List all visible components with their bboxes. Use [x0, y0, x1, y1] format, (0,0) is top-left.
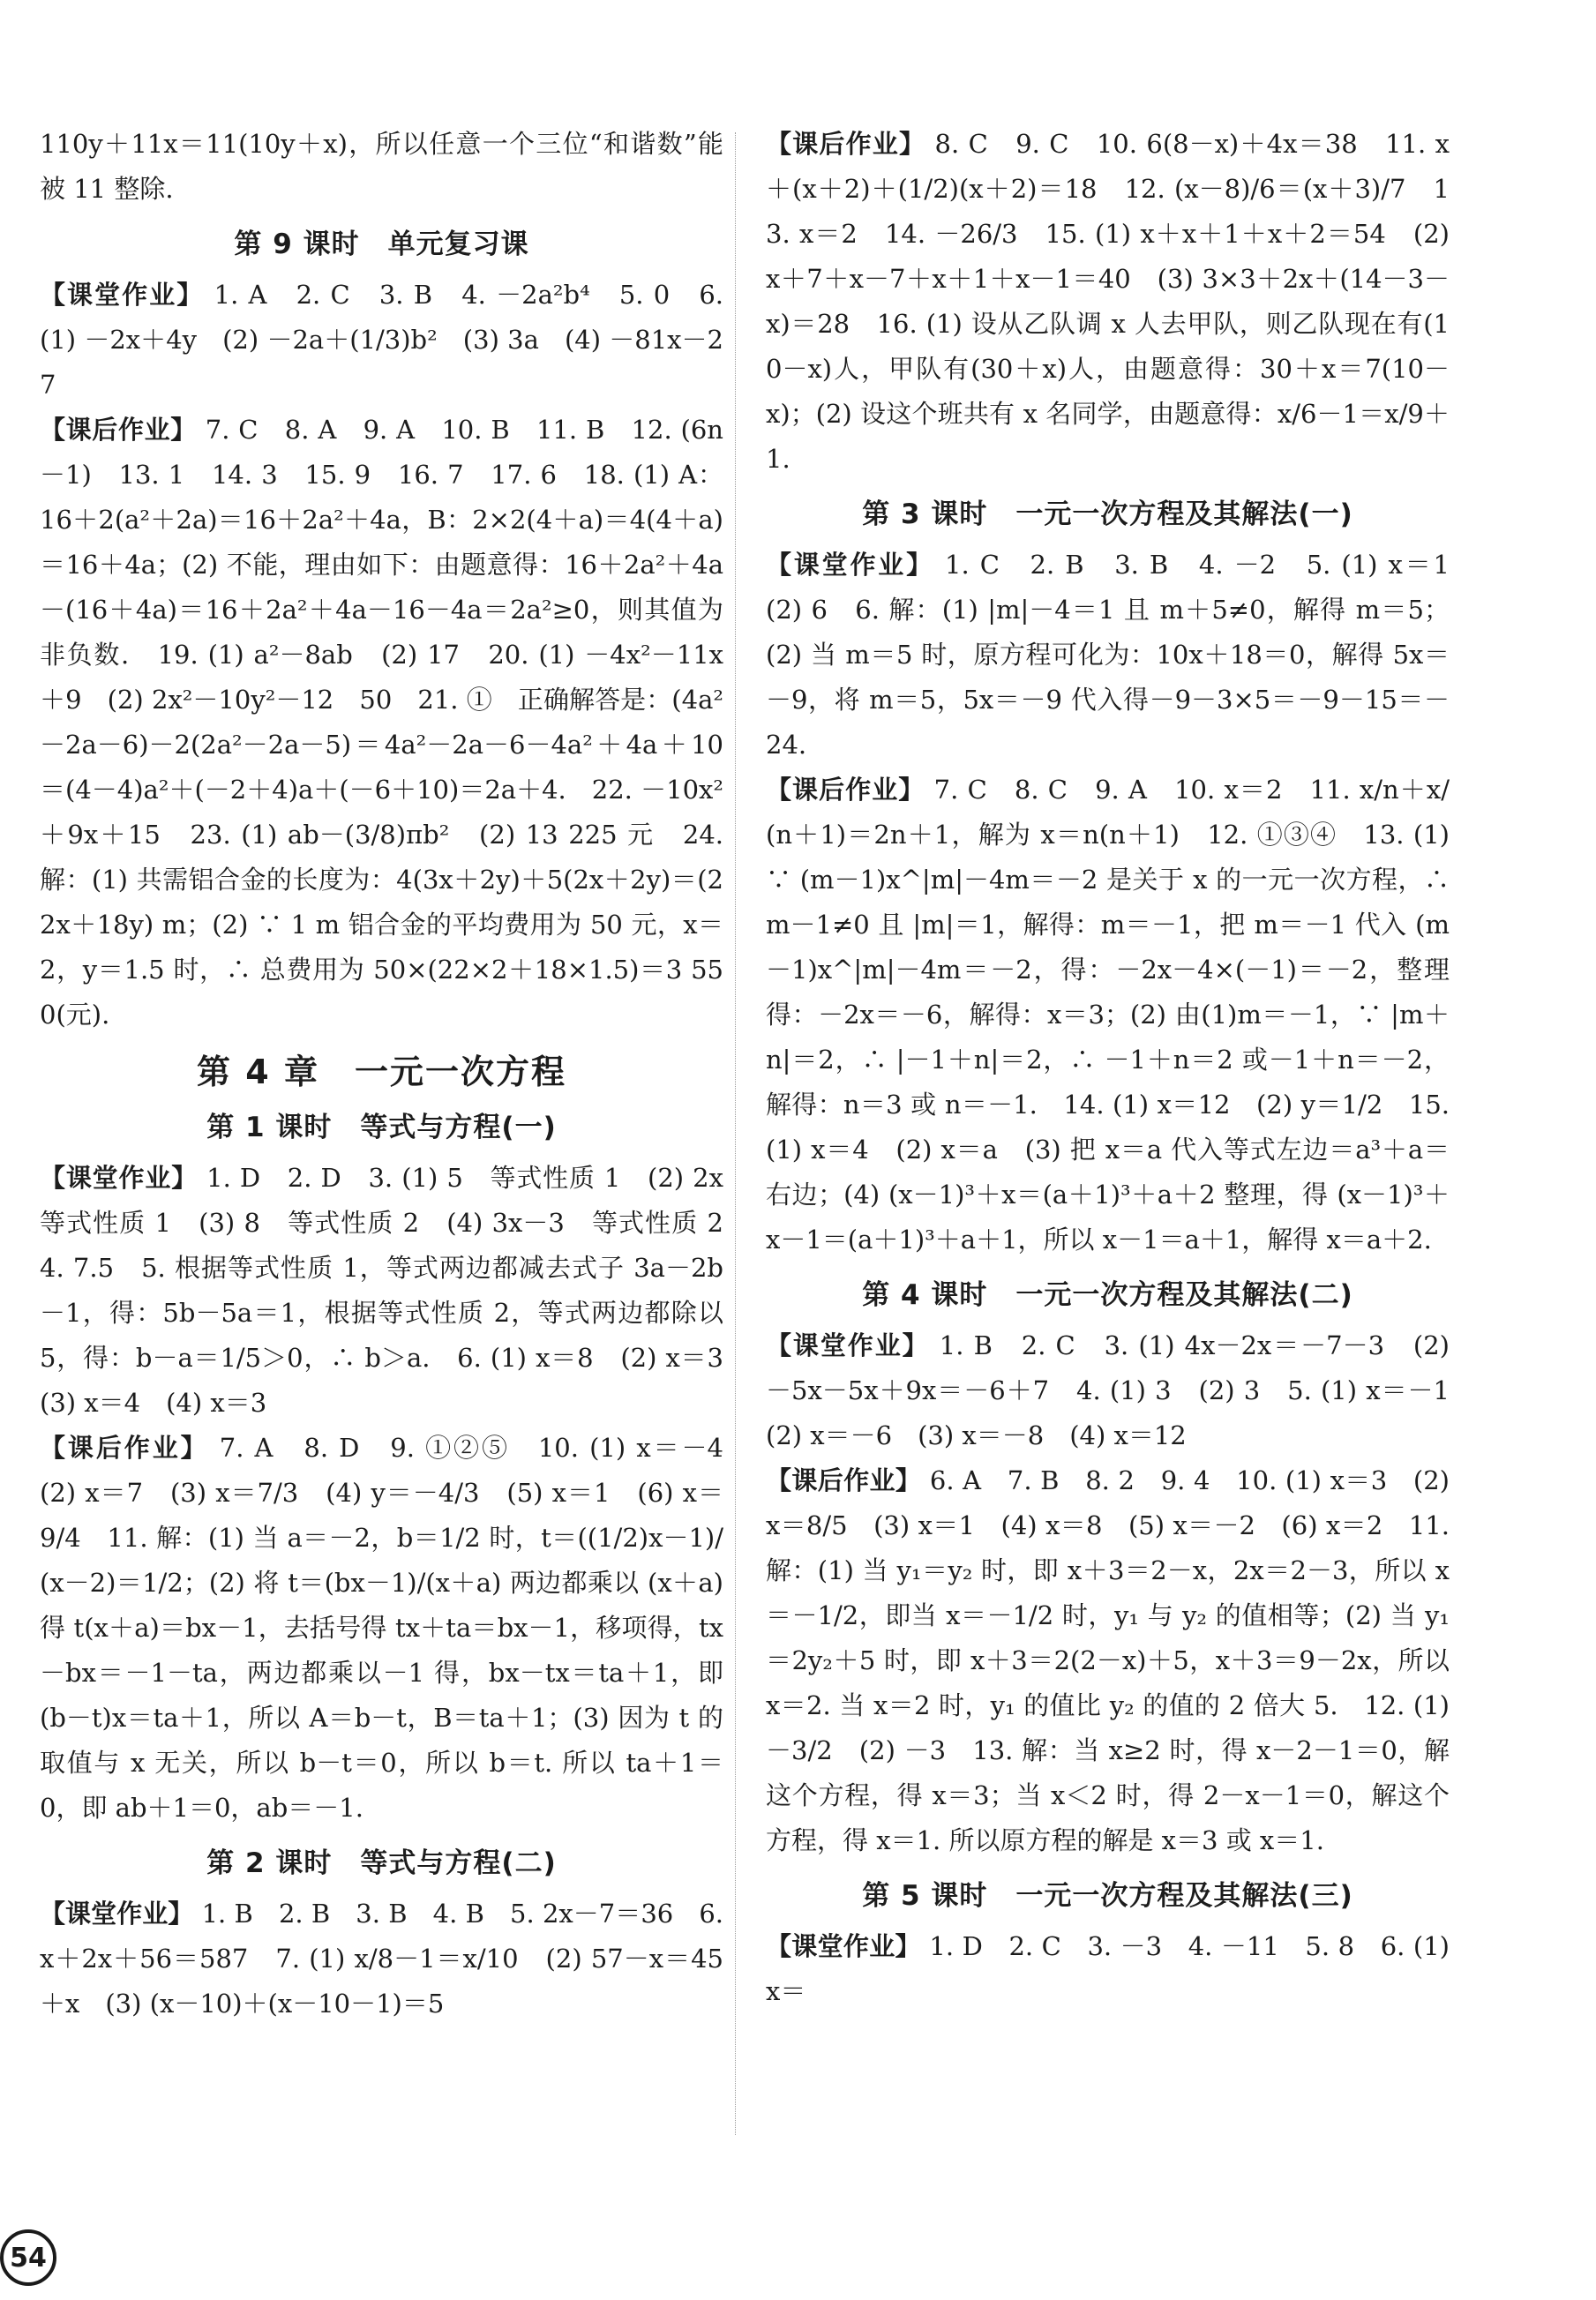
answer-text: 7. C 8. C 9. A 10. x＝2 11. x/n＋x/(n＋1)＝2n＋1，解为 x＝n(n＋1) 12. ①③④ 13. (1) ∵ (m－1)x^|m|－4m＝－2 是关于 x 的一元一次方程，∴ m－1≠0 且 |m|＝1，解得：m＝－1，把 m＝－1 代入 (m－1)x^|m|－4m＝－2，得：－2x－4×(－1)＝－2，整理得：－2x＝－6，解得：x＝3；(2) 由(1)m＝－1，∵ |m＋n|＝2，∴ |－1＋n|＝2，∴ －1＋n＝2 或－1＋n＝－2，解得：n＝3 或 n＝－1. 14. (1) x＝12 (2) y＝1/2 15. (1) x＝4 (2) x＝a (3) 把 x＝a 代入等式左边＝a³＋a＝右边；(4) (x－1)³＋x＝(a＋1)³＋a＋2 整理，得 (x－1)³＋x－1＝(a＋1)³＋a＋1，所以 x－1＝a＋1，解得 x＝a＋2.	[766, 775, 1450, 1255]
section-tag: 【课堂作业】	[766, 1931, 921, 1961]
section-tag: 【课堂作业】	[40, 1163, 199, 1193]
answer-paragraph	[40, 273, 723, 408]
answer-paragraph	[40, 1156, 750, 1426]
lesson-heading: 第 1 课时 等式与方程(一)	[206, 1112, 557, 1143]
section-tag: 【课堂作业】	[40, 280, 205, 310]
answer-paragraph	[766, 1323, 1476, 1458]
left-column	[40, 122, 750, 2027]
section-tag: 【课后作业】	[766, 1465, 922, 1495]
answer-paragraph	[766, 1458, 1450, 1863]
answer-paragraph	[40, 408, 723, 1038]
answer-text: 7. C 8. A 9. A 10. B 11. B 12. (6n－1) 13. 1 14. 3 15. 9 16. 7 17. 6 18. (1) A：16＋2(a²＋2a)＝16＋2a²＋4a，B：2×2(4＋a)＝4(4＋a)＝16＋4a；(2) 不能，理由如下：由题意得：16＋2a²＋4a－(16＋4a)＝16＋2a²＋4a－16－4a＝2a²≥0，则其值为非负数. 19. (1) a²－8ab (2) 17 20. (1) －4x²－11x＋9 (2) 2x²－10y²－12 50 21. ① 正确解答是：(4a²－2a－6)－2(2a²－2a－5)＝4a²－2a－6－4a²＋4a＋10＝(4－4)a²＋(－2＋4)a＋(－6＋10)＝2a＋4. 22. －10x²＋9x＋15 23. (1) ab－(3/8)πb² (2) 13 225 元 24. 解：(1) 共需铝合金的长度为：4(3x＋2y)＋5(2x＋2y)＝(22x＋18y) m；(2) ∵ 1 m 铝合金的平均费用为 50 元，x＝2，y＝1.5 时，∴ 总费用为 50×(22×2＋18×1.5)＝3 550(元).	[40, 415, 723, 1030]
page-number: 54	[10, 2242, 47, 2274]
answer-text: 1. B 2. C 3. (1) 4x－2x＝－7－3 (2) －5x－5x＋9x＝－6＋7 4. (1) 3 (2) 3 5. (1) x＝－1 (2) x＝－6 (3) x＝－8 (4) x＝12	[766, 1330, 1476, 1450]
answer-text: 1. A 2. C 3. B 4. －2a²b⁴ 5. 0 6. (1) －2x＋4y (2) －2a＋(1/3)b² (3) 3a (4) －81x－27	[40, 280, 723, 400]
answer-text: 1. D 2. D 3. (1) 5 等式性质 1 (2) 2x 等式性质 1 (3) 8 等式性质 2 (4) 3x－3 等式性质 2 4. 7.5 5. 根据等式性质 1，等式两边都减去式子 3a－2b－1，得：5b－5a＝1，根据等式性质 2，等式两边都除以 5，得：b－a＝1/5＞0，∴ b＞a. 6. (1) x＝8 (2) x＝3 (3) x＝4 (4) x＝3	[40, 1163, 750, 1418]
answer-paragraph	[766, 122, 1450, 482]
chapter-heading: 第 4 章 一元一次方程	[197, 1053, 566, 1091]
answer-paragraph	[766, 768, 1450, 1262]
answer-paragraph	[766, 543, 1475, 768]
answer-paragraph	[40, 1892, 723, 2027]
section-tag: 【课后作业】	[40, 415, 197, 445]
lesson-heading: 第 4 课时 一元一次方程及其解法(二)	[862, 1279, 1353, 1311]
answer-text: 1. D 2. C 3. －3 4. －11 5. 8 6. (1) x＝	[766, 1931, 1450, 2006]
section-tag: 【课后作业】	[766, 775, 925, 805]
right-column	[766, 122, 1476, 2014]
text-paragraph	[40, 122, 723, 212]
answer-paragraph	[766, 1924, 1450, 2014]
section-tag: 【课堂作业】	[40, 1899, 194, 1929]
section-tag: 【课后作业】	[40, 1433, 209, 1463]
answer-text: 7. A 8. D 9. ①②⑤ 10. (1) x＝－4 (2) x＝7 (3) x＝7/3 (4) y＝－4/3 (5) x＝1 (6) x＝9/4 11. 解：(1) 当 a＝－2，b＝1/2 时，t＝((1/2)x－1)/(x－2)＝1/2；(2) 将 t＝(bx－1)/(x＋a) 两边都乘以 (x＋a) 得 t(x＋a)＝bx－1，去括号得 tx＋ta＝bx－1，移项得，tx－bx＝－1－ta，两边都乘以－1 得，bx－tx＝ta＋1，即 (b－t)x＝ta＋1，所以 A＝b－t，B＝ta＋1；(3) 因为 t 的取值与 x 无关，所以 b－t＝0，所以 b＝t. 所以 ta＋1＝0，即 ab＋1＝0，ab＝－1.	[40, 1433, 750, 1823]
lesson-heading: 第 2 课时 等式与方程(二)	[206, 1847, 557, 1879]
answer-text: 6. A 7. B 8. 2 9. 4 10. (1) x＝3 (2) x＝8/5 (3) x＝1 (4) x＝8 (5) x＝－2 (6) x＝2 11. 解：(1) 当 y₁＝y₂ 时，即 x＋3＝2－x，2x＝2－3，所以 x＝－1/2，即当 x＝－1/2 时，y₁ 与 y₂ 的值相等；(2) 当 y₁＝2y₂＋5 时，即 x＋3＝2(2－x)＋5，x＋3＝9－2x，所以 x＝2. 当 x＝2 时，y₁ 的值比 y₂ 的值的 2 倍大 5. 12. (1) －3/2 (2) －3 13. 解：当 x≥2 时，得 x－2－1＝0，解这个方程，得 x＝3；当 x＜2 时，得 2－x－1＝0，解这个方程，得 x＝1. 所以原方程的解是 x＝3 或 x＝1.	[766, 1465, 1450, 1855]
section-tag: 【课后作业】	[766, 129, 926, 159]
answer-text: 110y＋11x＝11(10y＋x)，所以任意一个三位“和谐数”能被 11 整除.	[40, 129, 723, 204]
section-tag: 【课堂作业】	[766, 1330, 930, 1360]
lesson-heading: 第 9 课时 单元复习课	[234, 229, 529, 260]
lesson-heading: 第 5 课时 一元一次方程及其解法(三)	[862, 1880, 1353, 1912]
answer-text: 8. C 9. C 10. 6(8－x)＋4x＝38 11. x＋(x＋2)＋(1/2)(x＋2)＝18 12. (x－8)/6＝(x＋3)/7 13. x＝2 14. －26/3 15. (1) x＋x＋1＋x＋2＝54 (2) x＋7＋x－7＋x＋1＋x－1＝40 (3) 3×3＋2x＋(14－3－x)＝28 16. (1) 设从乙队调 x 人去甲队，则乙队现在有(10－x)人，甲队有(30＋x)人，由题意得：30＋x＝7(10－x)；(2) 设这个班共有 x 名同学，由题意得：x/6－1＝x/9＋1.	[766, 129, 1450, 474]
column-divider	[735, 132, 736, 2135]
answer-text: 1. C 2. B 3. B 4. －2 5. (1) x＝1 (2) 6 6. 解：(1) |m|－4＝1 且 m＋5≠0，解得 m＝5；(2) 当 m＝5 时，原方程可化为：10x＋18＝0，解得 5x＝－9，将 m＝5，5x＝－9 代入得－9－3×5＝－9－15＝－24.	[766, 550, 1475, 760]
page-number-badge	[0, 2229, 56, 2286]
lesson-heading: 第 3 课时 一元一次方程及其解法(一)	[862, 498, 1353, 530]
answer-paragraph	[40, 1426, 750, 1831]
section-tag: 【课堂作业】	[766, 550, 934, 580]
answer-text: 1. B 2. B 3. B 4. B 5. 2x－7＝36 6. x＋2x＋56＝587 7. (1) x/8－1＝x/10 (2) 57－x＝45＋x (3) (x－10)＋(x－10－1)＝5	[40, 1899, 723, 2019]
